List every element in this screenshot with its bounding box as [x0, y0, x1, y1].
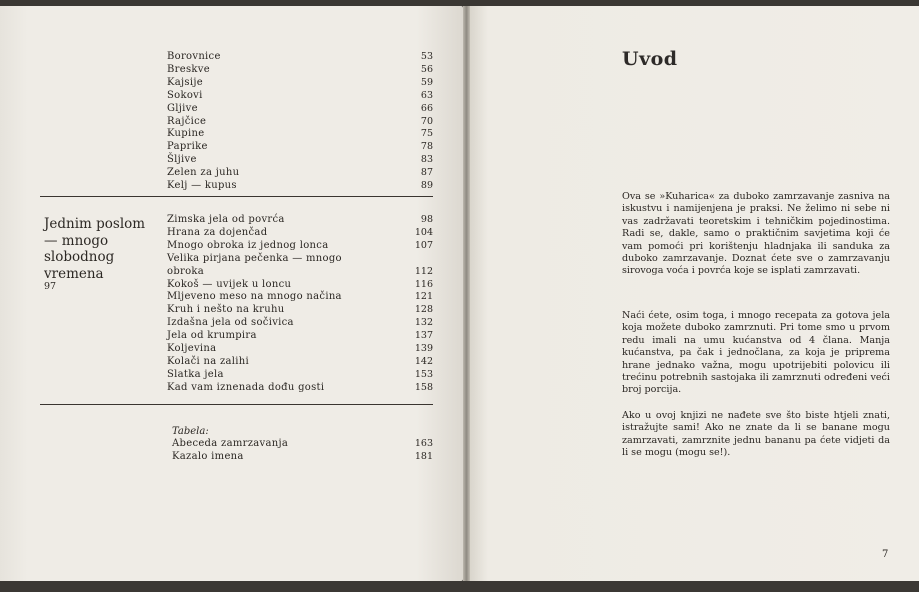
toc-entry	[167, 343, 433, 355]
toc-entry-page: 75	[420, 128, 433, 140]
toc-entry-title: Borovnice	[167, 51, 221, 62]
divider-top	[40, 196, 433, 197]
toc-entry-page: 59	[420, 76, 433, 88]
toc-entry-page: 56	[420, 63, 433, 75]
toc-entry	[167, 128, 433, 140]
toc-entry	[167, 330, 433, 342]
book-bottom-edge	[0, 581, 919, 592]
section-page-number: 97	[44, 281, 57, 292]
toc-entry	[167, 64, 433, 76]
toc-entry-title: Izdašna jela od sočivica	[167, 317, 294, 329]
toc-entry-page: 137	[414, 330, 433, 342]
toc-entry-page: 121	[414, 291, 433, 303]
toc-entry-title: Kazalo imena	[172, 450, 244, 462]
toc-entry	[167, 240, 433, 252]
toc-entry	[167, 279, 433, 291]
toc-entry-title: Mnogo obroka iz jednog lonca	[167, 239, 329, 251]
toc-entry	[167, 382, 433, 394]
toc-entry-page: 83	[420, 154, 433, 166]
toc-entry-page: 163	[414, 438, 433, 449]
toc-entry	[167, 253, 433, 265]
toc-entry	[167, 116, 433, 128]
toc-entry	[167, 180, 433, 192]
toc-entry-title: Zelen za juhu	[167, 167, 240, 179]
chapter-title: Uvod	[622, 48, 678, 70]
toc-entry	[167, 369, 433, 381]
intro-paragraph-1: Ova se »Kuharica« za duboko zamrzavanje zasniva na iskustvu i namijenjena je praksi. Ne želimo ni sebe ni vas zadržavati teoretskim i tehničkim pojedinostima. Radi se, dakle, samo o praktičnim savjetima koji će vam pomoći pri korištenju hladnjaka ili sanduka za duboko zamrzavanje. Doznat ćete sve o zamrzavanju sirovoga voća i povrća koje se isplati zamrzavati.	[622, 191, 890, 277]
toc-entry	[172, 451, 433, 463]
toc-entry	[167, 141, 433, 153]
toc-entry	[167, 167, 433, 179]
toc-entry-page: 128	[414, 304, 433, 316]
toc-entry-page: 142	[414, 355, 433, 367]
book-spine	[463, 6, 470, 581]
toc-entry-title: Kajsije	[167, 76, 203, 88]
toc-entry	[167, 77, 433, 89]
toc-entry-page: 139	[414, 343, 433, 354]
intro-paragraph-2: Naći ćete, osim toga, i mnogo recepata za gotova jela koja možete duboko zamrznuti. Pri tome smo u prvom redu imali na umu kućanstva od 4 člana. Manja kućanstva, pa čak i jednočlana, za koja je priprema hrane jednako važna, mogu upotrijebiti polovicu ili trećinu potrebnih sastojaka ili zamrznuti određeni veći broj porcija.	[622, 310, 890, 396]
toc-entry-title: Sokovi	[167, 89, 203, 101]
toc-entry-page: 70	[420, 115, 433, 127]
toc-entry-title: Mljeveno meso na mnogo načina	[167, 291, 342, 303]
toc-entry-title: Zimska jela od povrća	[167, 214, 285, 225]
toc-entry-page: 181	[414, 450, 433, 462]
toc-entry	[167, 154, 433, 166]
toc-entry-title: Kruh i nešto na kruhu	[167, 304, 285, 316]
toc-entry	[167, 291, 433, 303]
tabela-label: Tabela:	[172, 426, 209, 437]
toc-entry	[167, 317, 433, 329]
toc-entry-page: 78	[420, 141, 433, 153]
toc-entry-title: Kad vam iznenada dođu gosti	[167, 381, 325, 393]
toc-entry-page: 98	[420, 214, 433, 225]
toc-entry-title: Kupine	[167, 128, 205, 140]
toc-entry-title: Kokoš — uvijek u loncu	[167, 278, 292, 290]
toc-entry-page: 153	[414, 368, 433, 380]
left-page	[0, 6, 463, 581]
toc-entry-title: obroka	[167, 265, 205, 277]
toc-entry	[167, 266, 433, 278]
toc-entry-title: Šljive	[167, 154, 197, 166]
toc-entry	[167, 304, 433, 316]
toc-entry	[167, 356, 433, 368]
toc-entry-page: 104	[414, 226, 433, 238]
toc-entry-title: Slatka jela	[167, 368, 224, 380]
toc-entry-title: Jela od krumpira	[167, 330, 257, 342]
toc-entry-title: Gljive	[167, 102, 198, 114]
toc-entry	[172, 438, 433, 450]
toc-entry	[167, 90, 433, 102]
toc-entry	[167, 51, 433, 63]
toc-entry-title: Koljevina	[167, 343, 217, 354]
divider-bottom	[40, 404, 433, 405]
toc-entry-title: Kolači na zalihi	[167, 355, 250, 367]
toc-entry-page: 53	[420, 51, 433, 62]
page-number: 7	[882, 549, 889, 560]
toc-entry-title: Velika pirjana pečenka — mnogo	[167, 252, 342, 264]
toc-entry	[167, 227, 433, 239]
right-page	[470, 6, 919, 581]
toc-entry-title: Hrana za dojenčad	[167, 226, 268, 238]
toc-entry-title: Paprike	[167, 141, 208, 153]
toc-entry-title: Kelj — kupus	[167, 180, 237, 191]
toc-entry-page: 112	[414, 265, 433, 277]
toc-entry-page: 107	[414, 239, 433, 251]
toc-entry-page: 89	[420, 180, 433, 191]
toc-entry	[167, 214, 433, 226]
toc-entry-page: 63	[420, 89, 433, 101]
toc-entry-page: 66	[420, 102, 433, 114]
toc-entry-title: Abeceda zamrzavanja	[172, 438, 289, 449]
toc-entry-page: 87	[420, 167, 433, 179]
toc-entry-title: Rajčice	[167, 115, 207, 127]
section-title: Jednim poslom — mnogo slobodnog vremena	[44, 216, 146, 282]
toc-entry-page: 158	[414, 381, 433, 393]
toc-entry-title: Breskve	[167, 63, 210, 75]
toc-entry	[167, 103, 433, 115]
intro-paragraph-3: Ako u ovoj knjizi ne nađete sve što biste htjeli znati, istražujte sami! Ako ne znate da li se banane mogu zamrzavati, zamrznite jednu bananu pa ćete vidjeti da li se mogu (mogu se!).	[622, 410, 890, 459]
toc-entry-page: 116	[414, 278, 433, 290]
toc-entry-page: 132	[414, 317, 433, 329]
